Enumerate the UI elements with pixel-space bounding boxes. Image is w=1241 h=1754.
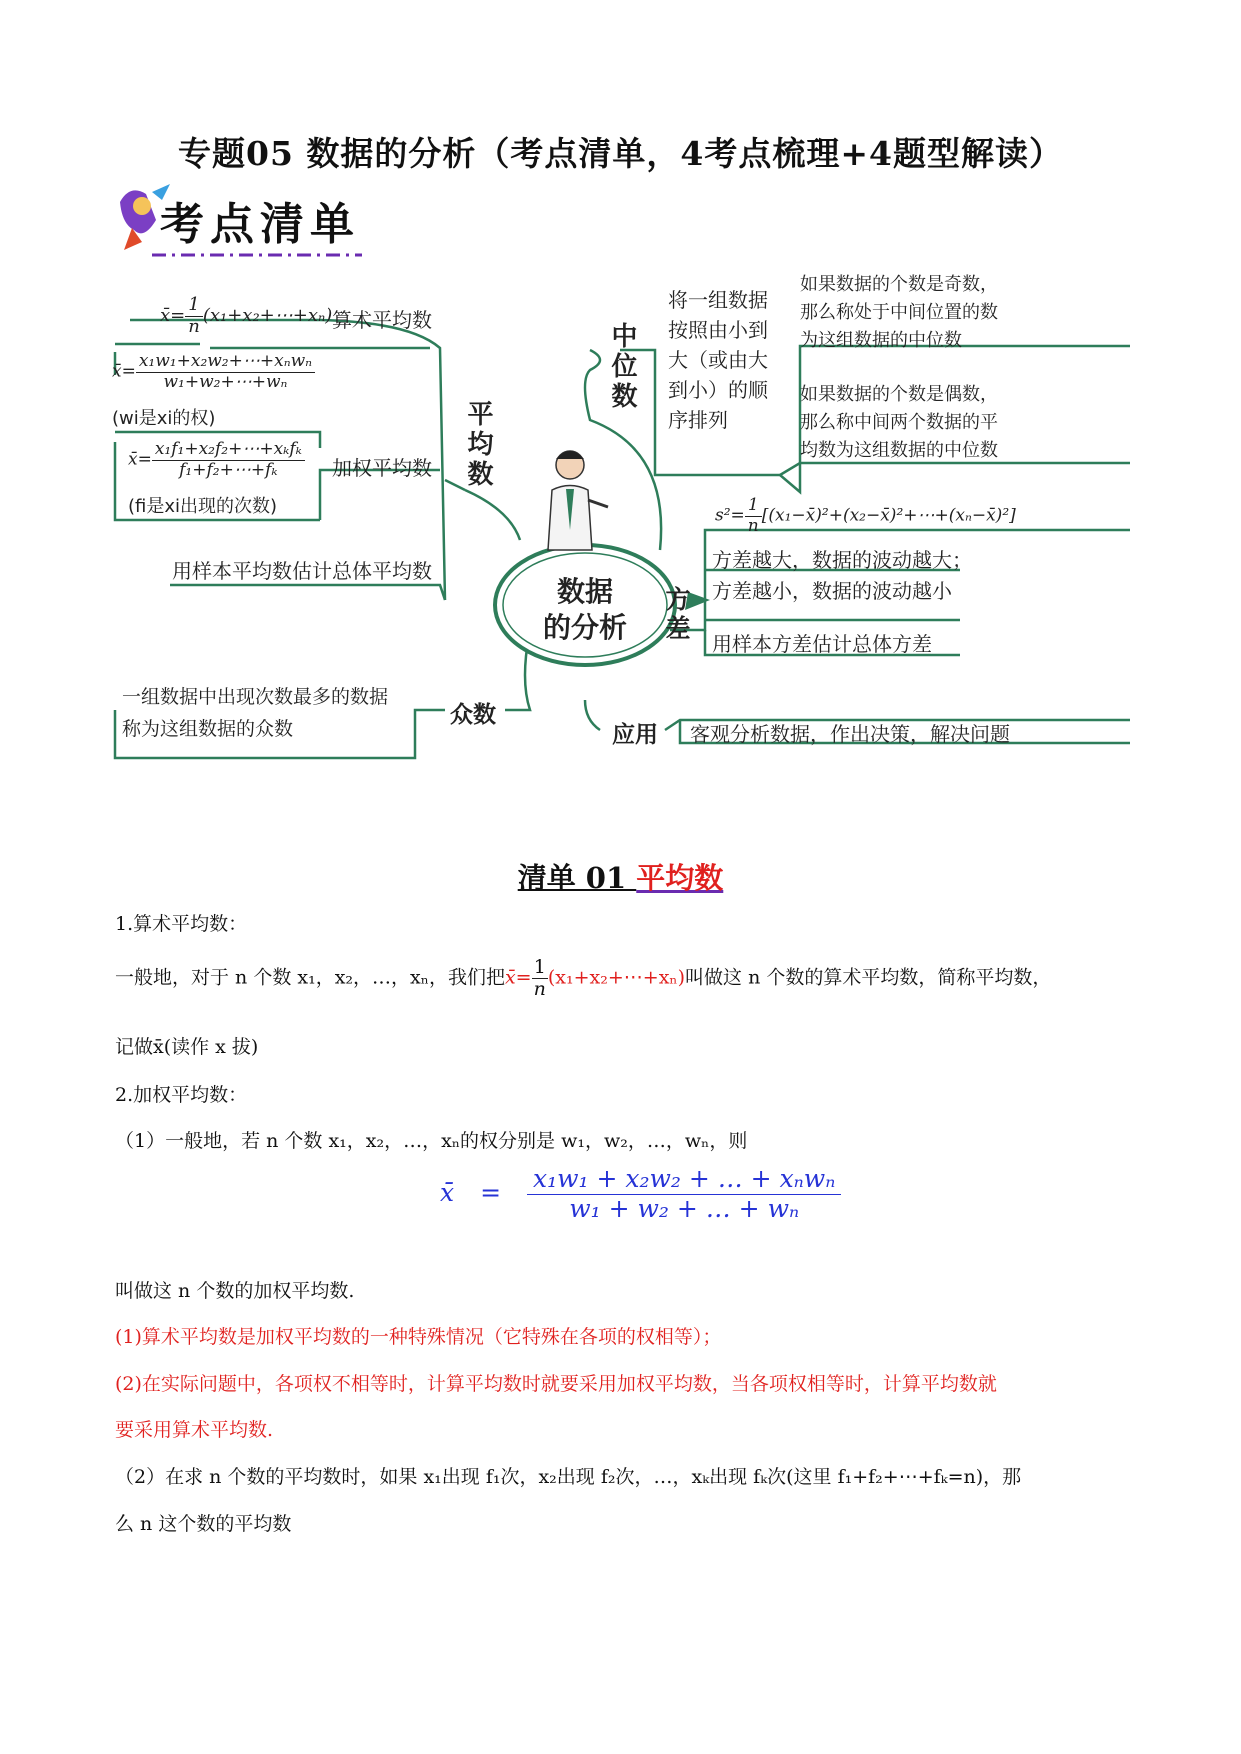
median-odd-line3: 为这组数据的中位数 <box>800 330 962 351</box>
heading-weighted-mean: 2.加权平均数： <box>115 1084 248 1106</box>
mindmap <box>110 274 1135 805</box>
weighted-note-2: (fi是xi出现的次数) <box>128 496 278 517</box>
paragraph-frequency-line1: （2）在求 n 个数的平均数时，如果 x₁出现 f₁次，x₂出现 f₂次，…，xₖ出现 fₖ次(这里 f₁+f₂+⋯+fₖ=n)，那 <box>115 1466 1022 1488</box>
paragraph-frequency-line2: 么 n 这个数的平均数 <box>115 1513 292 1535</box>
application-label: 应用 <box>612 722 658 748</box>
mode-label: 众数 <box>450 702 496 728</box>
weighted-mean-formula <box>440 1165 841 1224</box>
weighted-formula-2: x̄= $\frac{\text{x₁f₁+x₂f₂+⋯+xₖfₖ}}{\text{f₁+f₂+⋯+fₖ}}$ <box>128 440 305 480</box>
weighted-note-1: (wi是xi的权) <box>112 408 216 429</box>
arithmetic-mean-label: 算术平均数 <box>332 308 432 332</box>
median-even-line2: 那么称中间两个数据的平 <box>800 412 998 433</box>
inline-formula-tail: (x₁+x₂+⋯+xₙ) <box>547 966 686 989</box>
section-title-topic: 平均数 <box>636 861 724 895</box>
section-title-prefix: 清单 01 <box>517 861 637 895</box>
mean-label: 平均数 <box>463 400 493 490</box>
paragraph-notation: 记做x̄(读作 x 拔) <box>115 1036 259 1058</box>
paragraph-weighted-name: 叫做这 n 个数的加权平均数. <box>115 1280 355 1302</box>
inline-fraction <box>532 957 548 1000</box>
weighted-formula-1: x̄= $\frac{\text{x₁w₁+x₂w₂+⋯+xₙwₙ}}{\text{w₁+w₂+⋯+wₙ}}$ <box>112 352 315 392</box>
heading-arithmetic-mean: 1.算术平均数： <box>115 913 248 935</box>
variance-label: 方差 <box>662 586 691 644</box>
median-step-line1: 将一组数据 <box>668 288 768 312</box>
formula-lhs: x̄ <box>440 1177 455 1207</box>
median-odd-line1: 如果数据的个数是奇数， <box>800 274 998 295</box>
variance-note-line1: 方差越大，数据的波动越大； <box>712 548 972 572</box>
median-even-line3: 均数为这组数据的中位数 <box>800 440 998 461</box>
formula-denominator: w₁ + w₂ + … + wₙ <box>569 1193 800 1223</box>
section-title <box>0 856 1241 897</box>
paragraph-arithmetic-definition <box>115 957 1130 1000</box>
median-step-line5: 序排列 <box>668 408 728 432</box>
teacher-figure-icon <box>540 445 610 555</box>
formula-equals: = <box>480 1177 502 1207</box>
mean-sample-estimate: 用样本平均数估计总体平均数 <box>172 559 432 583</box>
inline-fraction-num: 1 <box>533 956 546 978</box>
formula-numerator: x₁w₁ + x₂w₂ + … + xₙwₙ <box>527 1165 841 1195</box>
median-label: 中位数 <box>607 322 637 412</box>
note-practical-line1: (2)在实际问题中，各项权不相等时，计算平均数时就要采用加权平均数，当各项权相等时，计算平均数就 <box>115 1373 997 1395</box>
variance-sample-estimate: 用样本方差估计总体方差 <box>712 632 932 656</box>
mindmap-center-line1: 数据 <box>556 575 613 608</box>
application-text: 客观分析数据，作出决策，解决问题 <box>690 722 1010 746</box>
page-title: 专题05 数据的分析（考点清单，4考点梳理+4题型解读） <box>178 134 1063 173</box>
paragraph-weighted-definition: （1）一般地，若 n 个数 x₁，x₂，…，xₙ的权分别是 w₁，w₂，…，wₙ，则 <box>115 1130 748 1152</box>
median-step-line4: 到小）的顺 <box>668 378 768 402</box>
arithmetic-mean-formula: x̄= $\frac{1}{n}$ (x₁+x₂+⋯+xₙ) <box>160 294 333 337</box>
median-even-line1: 如果数据的个数是偶数， <box>800 384 998 405</box>
mode-definition-line2: 称为这组数据的众数 <box>122 718 294 740</box>
paragraph-arithmetic-part2: 叫做这 n 个数的算术平均数，简称平均数， <box>685 966 1052 989</box>
variance-formula: s²= $\frac{1}{n}$ [(x₁−x̄)²+(x₂−x̄)²+⋯+(xₙ−x̄)²] <box>715 495 1016 536</box>
paragraph-arithmetic-part1: 一般地，对于 n 个数 x₁，x₂，…，xₙ，我们把 <box>115 966 505 989</box>
inline-fraction-den: n <box>533 977 546 1000</box>
weighted-mean-label: 加权平均数 <box>332 456 432 480</box>
mindmap-center-line2: 的分析 <box>542 611 627 644</box>
mode-definition-line1: 一组数据中出现次数最多的数据 <box>122 686 389 708</box>
inline-formula-lhs: x̄= <box>504 966 532 989</box>
variance-note-line2: 方差越小，数据的波动越小 <box>712 579 952 603</box>
median-odd-line2: 那么称处于中间位置的数 <box>800 302 998 323</box>
note-practical-line2: 要采用算术平均数. <box>115 1419 274 1441</box>
section-banner <box>112 180 372 262</box>
banner-text: 考点清单 <box>160 199 360 250</box>
median-step-line2: 按照由小到 <box>668 318 768 342</box>
note-special-case: (1)算术平均数是加权平均数的一种特殊情况（它特殊在各项的权相等）； <box>115 1326 722 1348</box>
median-step-line3: 大（或由大 <box>668 348 768 372</box>
